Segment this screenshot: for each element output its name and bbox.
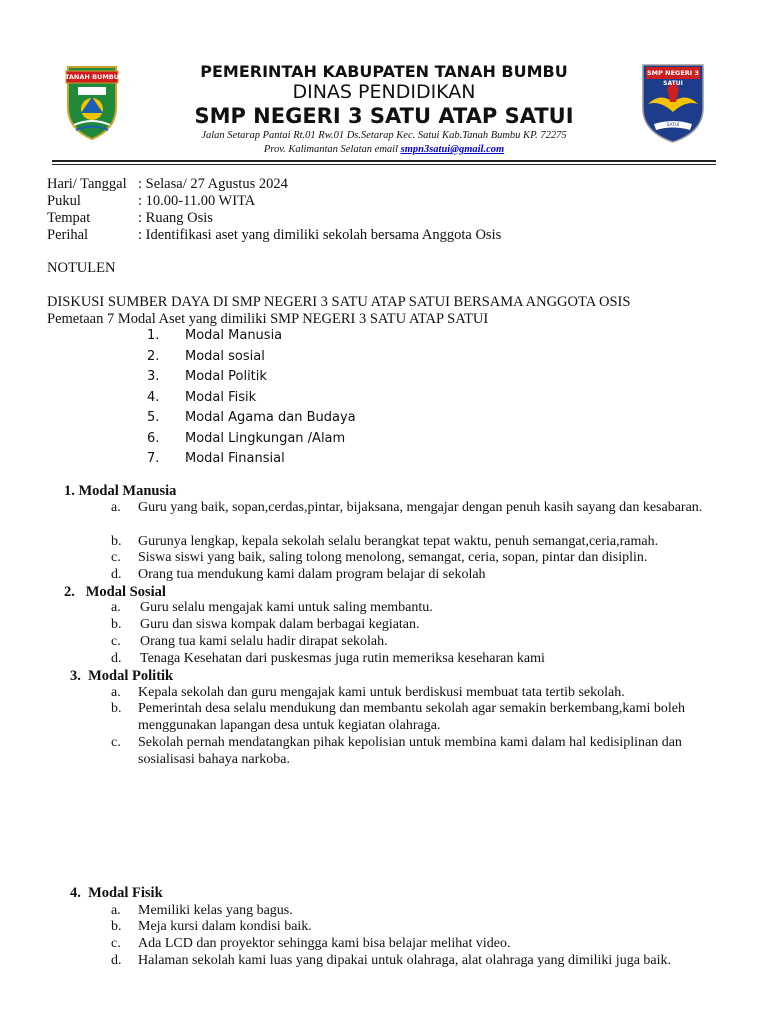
- section-4-item: c. Ada LCD dan proyektor sehingga kami bisa belajar melihat video.: [111, 936, 511, 951]
- section-title-modal-manusia: 1. Modal Manusia: [64, 483, 177, 499]
- letterhead-government: PEMERINTAH KABUPATEN TANAH BUMBU: [200, 62, 568, 81]
- section-title-modal-fisik: 4. Modal Fisik: [70, 885, 163, 901]
- section-1-item: a. Guru yang baik, sopan,cerdas,pintar, bijaksana, mengajar dengan penuh kasih sayang dan kesabaran.: [111, 500, 703, 515]
- modal-list-item: 2. Modal sosial: [147, 349, 265, 364]
- section-1-item: d. Orang tua mendukung kami dalam program belajar di sekolah: [111, 567, 486, 582]
- modal-list-item: 3. Modal Politik: [147, 369, 267, 384]
- letterhead-address: Jalan Setarap Pantai Rt.01 Rw.01 Ds.Setarap Kec. Satui Kab.Tanah Bumbu KP. 72275: [201, 130, 567, 141]
- section-2-item: b. Guru dan siswa kompak dalam berbagai kegiatan.: [111, 617, 420, 632]
- section-1-item: b. Gurunya lengkap, kepala sekolah selalu berangkat tepat waktu, penuh semangat,ceria,ramah.: [111, 534, 659, 549]
- letterhead-department: DINAS PENDIDIKAN: [292, 81, 476, 103]
- letterhead: [0, 0, 768, 170]
- letterhead-school-name: SMP NEGERI 3 SATU ATAP SATUI: [194, 104, 574, 128]
- letterhead-rule-thick: [52, 160, 716, 162]
- meta-row-place: [47, 210, 213, 227]
- right-logo-banner: SMP NEGERI 3: [646, 69, 700, 77]
- meta-value: : 10.00-11.00 WITA: [138, 193, 256, 209]
- meta-label: Pukul: [47, 193, 81, 209]
- meta-value: : Identifikasi aset yang dimiliki sekolah bersama Anggota Osis: [138, 227, 502, 243]
- section-title-modal-politik: 3. Modal Politik: [70, 668, 174, 684]
- section-1-item: c. Siswa siswi yang baik, saling tolong menolong, semangat, ceria, sopan, pintar dan disiplin.: [111, 550, 648, 565]
- section-2-item: c. Orang tua kami selalu hadir dirapat sekolah.: [111, 634, 388, 649]
- section-2-item: a. Guru selalu mengajak kami untuk saling membantu.: [111, 600, 433, 615]
- meta-row-date: [47, 176, 288, 193]
- meta-label: Hari/ Tanggal: [47, 176, 127, 192]
- modal-list-item: 4. Modal Fisik: [147, 390, 257, 405]
- modal-list-item: 5. Modal Agama dan Budaya: [147, 410, 356, 425]
- email-link[interactable]: smpn3satui@gmail.com: [400, 144, 505, 155]
- mapping-subheading: Pemetaan 7 Modal Aset yang dimiliki SMP NEGERI 3 SATU ATAP SATUI: [47, 311, 489, 327]
- section-3-item: a. Kepala sekolah dan guru mengajak kami untuk berdiskusi membuat tata tertib sekolah.: [111, 685, 625, 700]
- section-4-item: b. Meja kursi dalam kondisi baik.: [111, 919, 312, 934]
- discussion-heading: DISKUSI SUMBER DAYA DI SMP NEGERI 3 SATU ATAP SATUI BERSAMA ANGGOTA OSIS: [47, 294, 631, 310]
- notulen-label: NOTULEN: [47, 260, 116, 276]
- section-3-item: c. Sekolah pernah mendatangkan pihak kepolisian untuk membina kami dalam hal kedisiplinan dan sosialisasi bahaya narkoba.: [111, 735, 682, 767]
- modal-list-item: 7. Modal Finansial: [147, 451, 285, 466]
- section-3-item: b. Pemerintah desa selalu mendukung dan membantu sekolah agar semakin berkembang,kami boleh menggunakan lapangan desa untuk kegiatan olahraga.: [111, 701, 686, 733]
- right-logo-sub: SATUI: [663, 80, 683, 87]
- meta-row-subject: [47, 227, 501, 244]
- letterhead-contact: [0, 144, 768, 155]
- modal-list-item: 1. Modal Manusia: [147, 328, 283, 343]
- meta-label: Perihal: [47, 227, 89, 243]
- letterhead-rule-thin: [52, 164, 716, 165]
- section-title-modal-sosial: 2. Modal Sosial: [64, 584, 166, 600]
- meta-label: Tempat: [47, 210, 91, 226]
- section-4-item: a. Memiliki kelas yang bagus.: [111, 903, 293, 918]
- meta-row-time: [47, 193, 255, 210]
- meta-value: : Selasa/ 27 Agustus 2024: [138, 176, 288, 192]
- left-logo-banner: TANAH BUMBU: [64, 73, 120, 81]
- modal-list-item: 6. Modal Lingkungan /Alam: [147, 431, 346, 446]
- section-4-item: d. Halaman sekolah kami luas yang dipakai untuk olahraga, alat olahraga yang dimiliki juga baik.: [111, 953, 672, 968]
- right-logo-ribbon: SATUI: [666, 123, 680, 128]
- section-2-item: d. Tenaga Kesehatan dari puskesmas juga rutin memeriksa keseharan kami: [111, 651, 545, 666]
- letterhead-province: Prov. Kalimantan Selatan email: [263, 144, 401, 155]
- meta-value: : Ruang Osis: [138, 210, 213, 226]
